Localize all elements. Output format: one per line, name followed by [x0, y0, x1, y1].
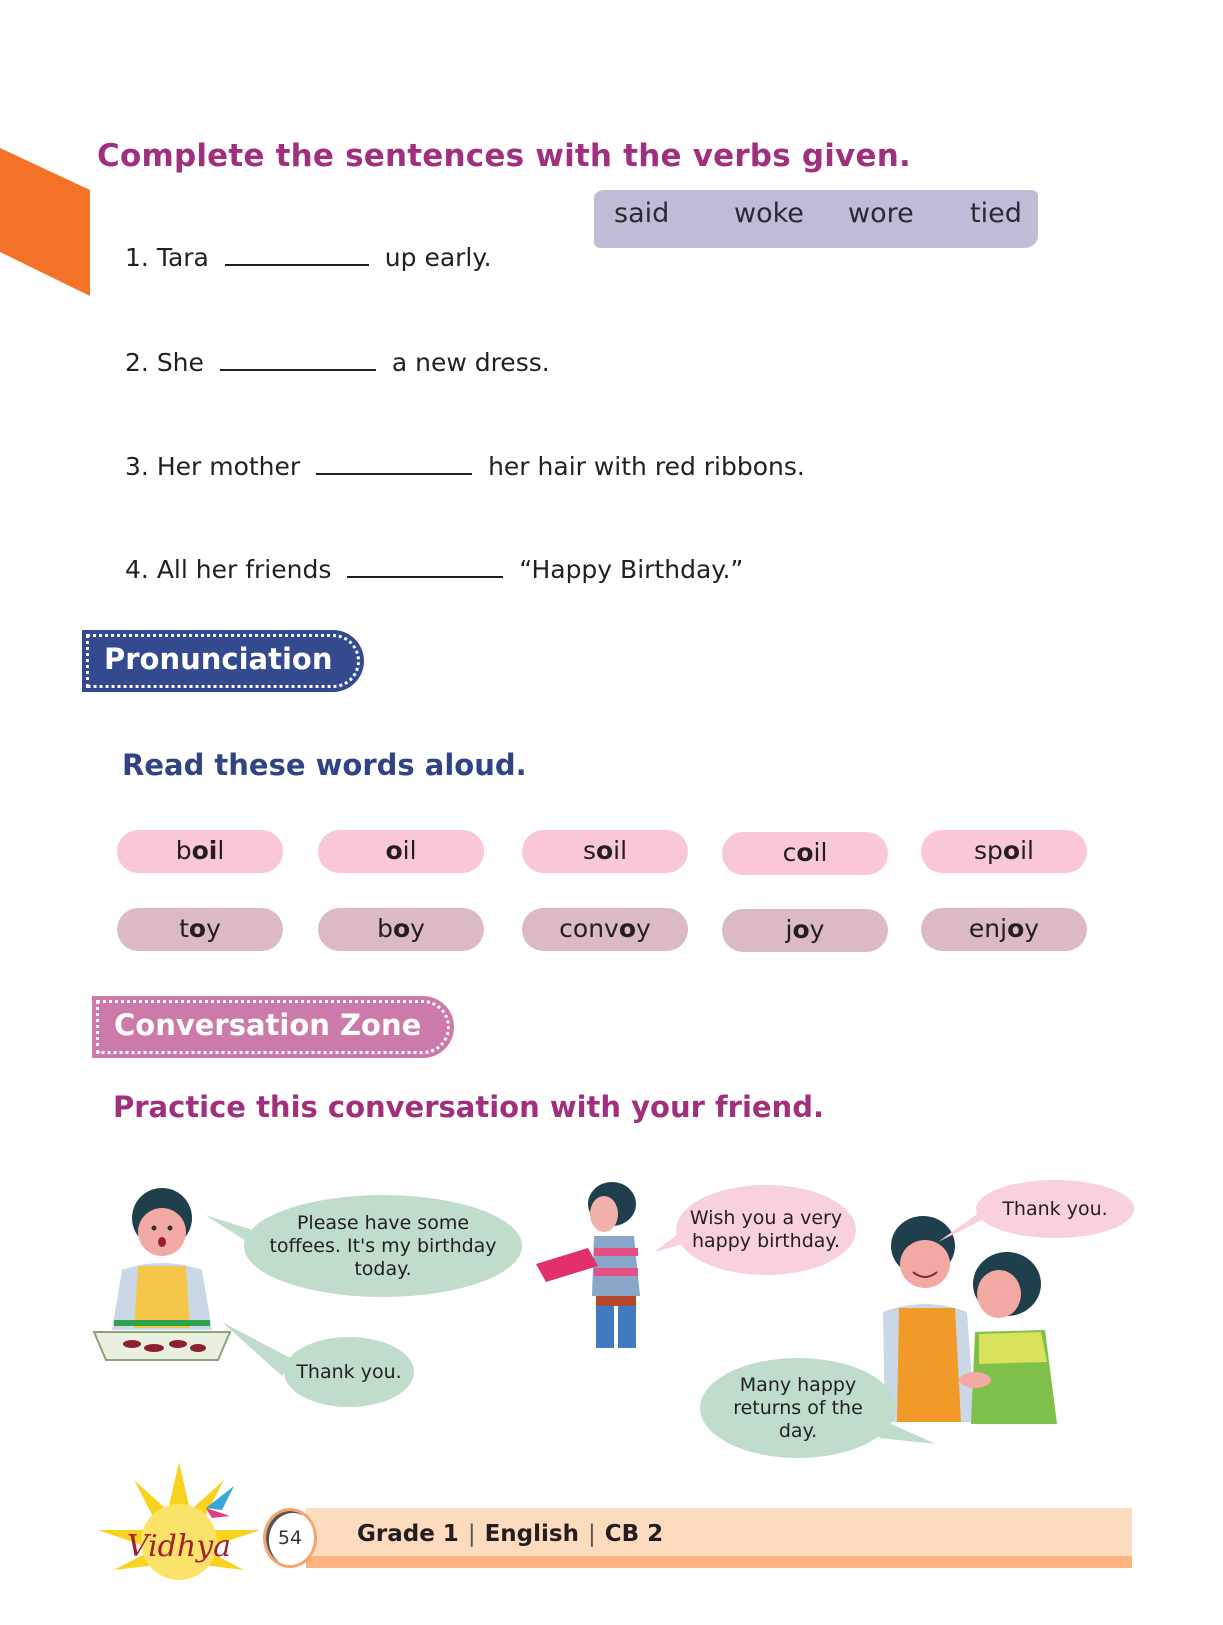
- word-part: l: [217, 836, 225, 865]
- speech-bubble-many-happy-returns: Many happy returns of the day.: [700, 1358, 896, 1458]
- word-highlight: o: [618, 914, 637, 943]
- sentence-end: up early.: [384, 243, 492, 272]
- corner-tab-decoration: [0, 148, 90, 296]
- footer-separator: |: [467, 1521, 476, 1547]
- word-part: il: [402, 836, 417, 865]
- word-pill-coil[interactable]: [722, 832, 888, 875]
- word-highlight: o: [392, 914, 411, 943]
- sentence-end: “Happy Birthday.”: [519, 555, 744, 584]
- pronunciation-instruction: Read these words aloud.: [122, 748, 527, 782]
- word-pill-oil[interactable]: [318, 830, 484, 873]
- word-pill-enjoy[interactable]: [921, 908, 1087, 951]
- word-highlight: o: [188, 914, 207, 943]
- sentence-start: Tara: [156, 243, 209, 272]
- exercise-title: Complete the sentences with the verbs given.: [97, 138, 911, 174]
- speech-bubble-thank-you-2: Thank you.: [976, 1180, 1134, 1238]
- sentence-number: 3.: [125, 452, 149, 481]
- sentence-number: 2.: [125, 348, 149, 377]
- boy-with-gift-illustration: [536, 1178, 666, 1350]
- sentence-1: [125, 243, 492, 272]
- boy-with-tray-illustration: [92, 1180, 232, 1370]
- word-bank-item: wore: [848, 198, 914, 229]
- sentence-4: [125, 555, 743, 584]
- word-part: y: [636, 914, 651, 943]
- sentence-end: a new dress.: [391, 348, 550, 377]
- answer-blank[interactable]: [347, 576, 503, 578]
- word-highlight: o: [385, 836, 403, 865]
- word-bank-item: said: [614, 198, 670, 229]
- word-part: il: [613, 836, 628, 865]
- word-part: il: [1020, 836, 1034, 865]
- word-part: b: [377, 914, 393, 943]
- footer-separator: |: [587, 1521, 596, 1547]
- conversation-section-tag: [92, 996, 454, 1058]
- word-pill-soil[interactable]: [522, 830, 688, 873]
- answer-blank[interactable]: [225, 264, 369, 266]
- word-part: sp: [974, 836, 1003, 865]
- word-highlight: o: [796, 838, 814, 867]
- word-bank: [594, 190, 1038, 248]
- word-part: y: [206, 914, 221, 943]
- word-part: conv: [559, 914, 619, 943]
- sentence-start: She: [156, 348, 204, 377]
- word-part: j: [785, 915, 793, 944]
- word-highlight: oi: [191, 836, 218, 865]
- word-pill-joy[interactable]: [722, 909, 888, 952]
- speech-bubble-thank-you-1: Thank you.: [284, 1337, 414, 1407]
- footer-subject: English: [484, 1521, 579, 1547]
- word-pill-boy[interactable]: [318, 908, 484, 951]
- sentence-end: her hair with red ribbons.: [488, 452, 805, 481]
- word-pill-toy[interactable]: [117, 908, 283, 951]
- word-highlight: o: [1002, 836, 1021, 865]
- sentence-3: [125, 452, 805, 481]
- word-bank-item: woke: [734, 198, 804, 229]
- sentence-2: [125, 348, 550, 377]
- footer-book-info: [357, 1521, 663, 1547]
- word-part: il: [813, 838, 828, 867]
- section-tag-label: Pronunciation: [104, 642, 333, 676]
- footer-grade: Grade 1: [357, 1521, 459, 1547]
- word-pill-convoy[interactable]: [522, 908, 688, 951]
- word-part: y: [809, 915, 825, 944]
- word-pill-spoil[interactable]: [921, 830, 1087, 873]
- logo-text: Vidhya: [126, 1529, 232, 1564]
- word-part: t: [179, 914, 189, 943]
- word-part: b: [175, 836, 192, 865]
- word-part: enj: [968, 914, 1008, 943]
- speech-bubble-wish: Wish you a very happy birthday.: [676, 1185, 856, 1275]
- footer-band-stripe: [306, 1556, 1132, 1568]
- footer-book: CB 2: [604, 1521, 664, 1547]
- sentence-number: 4.: [125, 555, 149, 584]
- word-part: y: [410, 914, 425, 943]
- section-tag-label: Conversation Zone: [114, 1008, 422, 1042]
- word-part: c: [782, 838, 797, 867]
- page-number: 54: [263, 1508, 317, 1568]
- word-pill-boil[interactable]: [117, 830, 283, 873]
- conversation-instruction: Practice this conversation with your friend.: [113, 1090, 824, 1124]
- word-highlight: o: [1007, 914, 1025, 943]
- answer-blank[interactable]: [316, 473, 472, 475]
- word-part: y: [1024, 914, 1040, 943]
- pronunciation-section-tag: [82, 630, 364, 692]
- sentence-start: Her mother: [156, 452, 301, 481]
- sentence-number: 1.: [125, 243, 149, 272]
- answer-blank[interactable]: [220, 369, 376, 371]
- word-part: s: [582, 836, 596, 865]
- word-highlight: o: [792, 915, 810, 944]
- word-highlight: o: [595, 836, 614, 865]
- vidhya-logo: [94, 1460, 264, 1595]
- speech-bubble-toffees: Please have some toffees. It's my birthday today.: [244, 1195, 522, 1297]
- sentence-start: All her friends: [156, 555, 332, 584]
- word-bank-item: tied: [970, 198, 1022, 229]
